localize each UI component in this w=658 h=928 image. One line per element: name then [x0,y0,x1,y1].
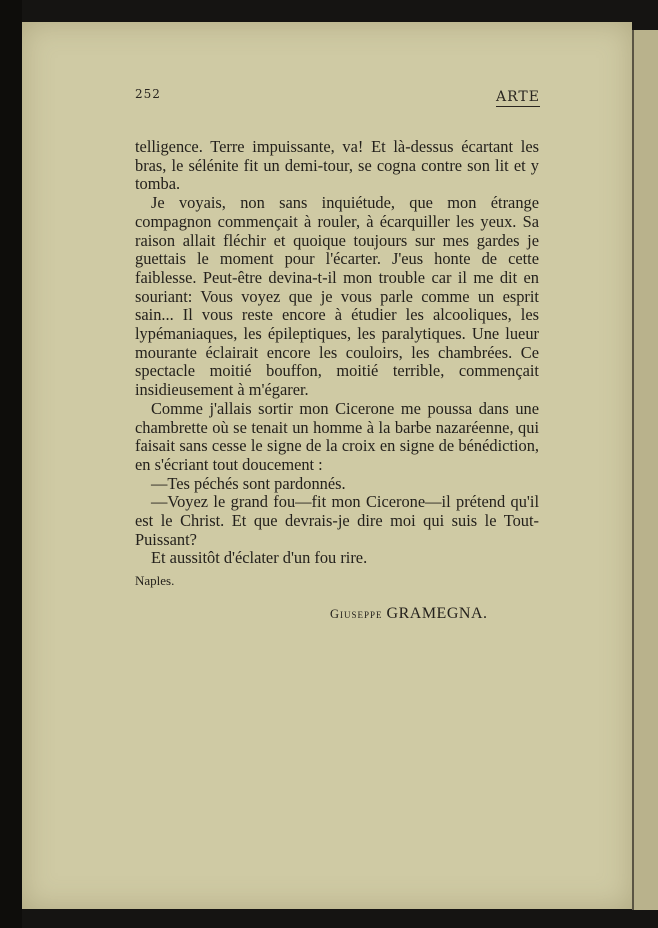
page-number: 252 [135,87,161,101]
adjacent-page-edge [632,30,658,910]
author-signature [330,605,488,623]
dialogue-line: —Voyez le grand fou—fit mon Cicerone—il prétend qu'il est le Christ. Et que devrais-je dire moi qui suis le Tout-Puissant? [135,492,539,549]
page-header [135,87,540,111]
paragraph: telligence. Terre impuissante, va! Et là-dessus écartant les bras, le sélénite fit un demi-tour, se cogna contre son lit et y tomba. [135,137,539,194]
paragraph: Je voyais, non sans inquiétude, que mon étrange compagnon commençait à rouler, à écarquiller les yeux. Sa raison allait fléchir et quoique toujours sur mes gardes je guettais le moment pour l'écarter. J'eus honte de cette faiblesse. Peut-être devina-t-il mon trouble car il me dit en souriant: Vous voyez que je vous parle comme un esprit sain... Il vous reste encore à étudier les alcooliques, les lypémaniaques, les épileptiques, les paralytiques. Une lueur mourante éclairait encore les couloirs, les chambrées. Ce spectacle moitié bouffon, moitié terrible, commençait insidieusement à m'égarer. [135,193,539,400]
paragraph: Et aussitôt d'éclater d'un fou rire. [151,548,368,568]
author-family-name: GRAMEGNA. [386,605,488,622]
running-title: ARTE [496,89,540,105]
place-line: Naples. [135,573,175,588]
paragraph: Comme j'allais sortir mon Cicerone me poussa dans une chambrette où se tenait un homme à la barbe nazaréenne, qui faisait sans cesse le signe de la croix en signe de bénédiction, en s'écriant tout doucement : [135,398,539,474]
scan-background-left [0,0,22,928]
body-text [135,138,539,568]
author-given-name: Giuseppe [330,607,383,621]
dialogue-line: —Tes péchés sont pardonnés. [151,473,346,493]
